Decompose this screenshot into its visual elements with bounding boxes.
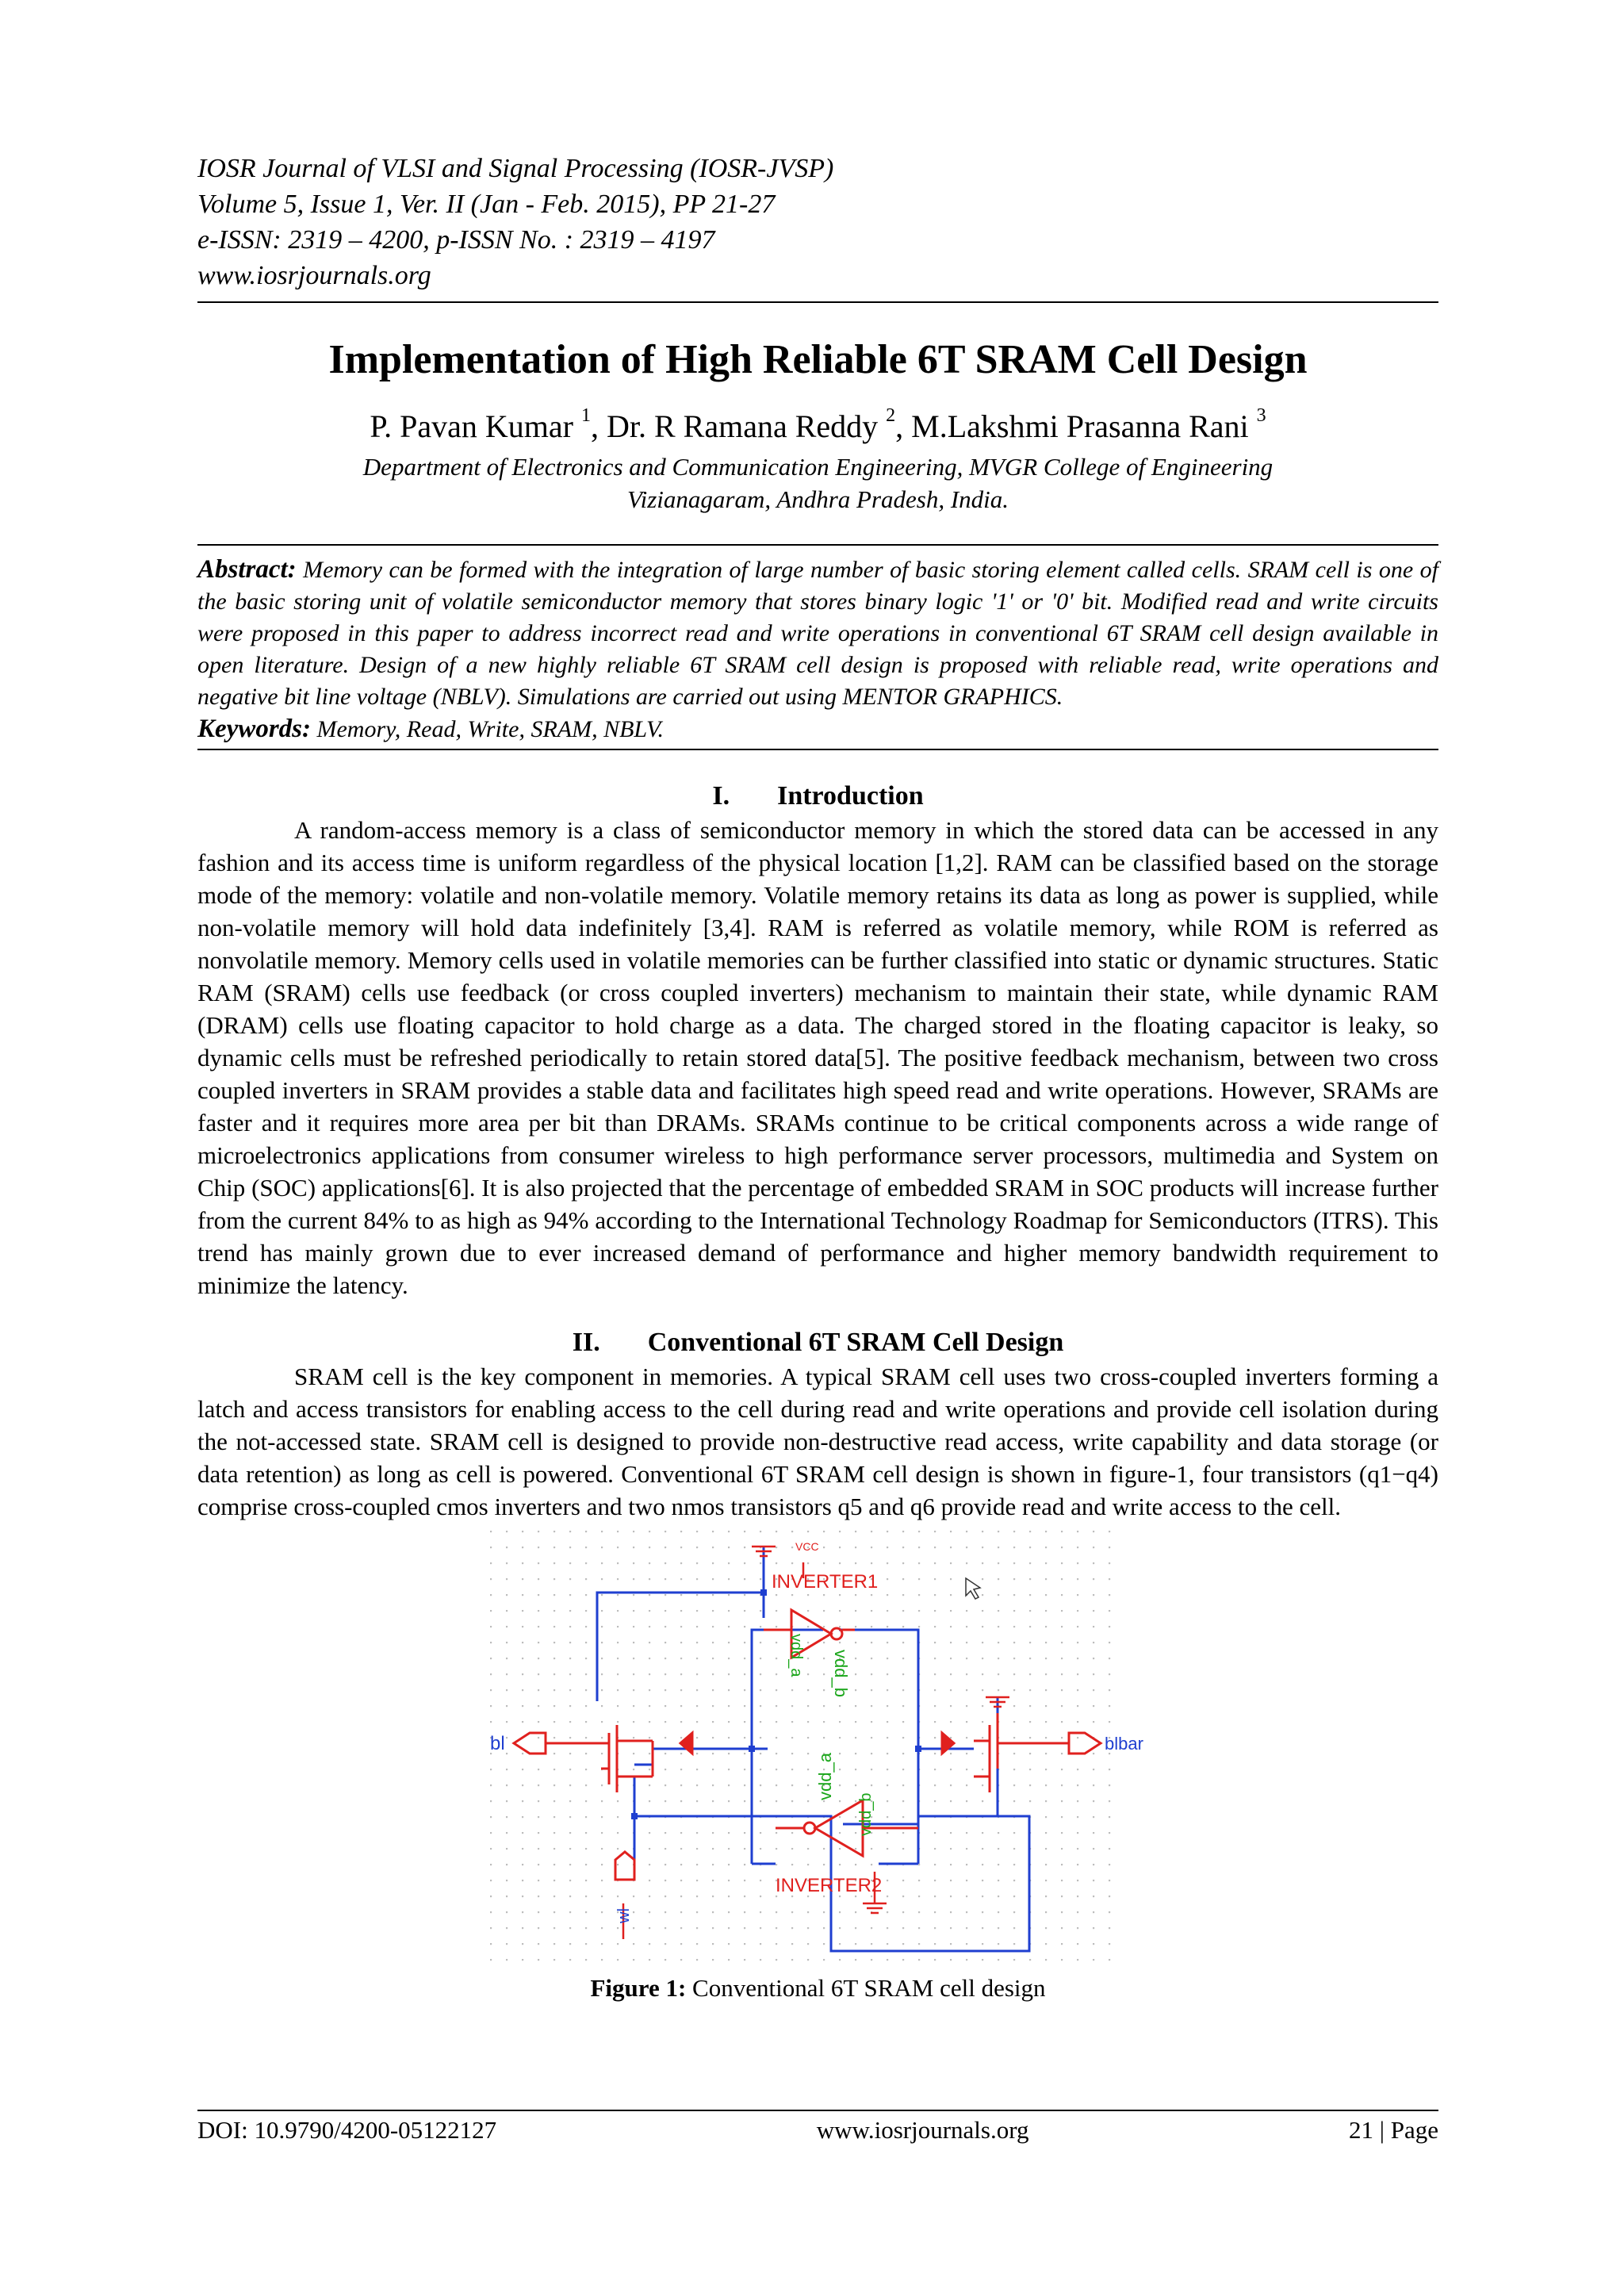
sram-schematic-svg [489, 1531, 1143, 1971]
author-3-sup: 3 [1256, 405, 1266, 426]
journal-volume: Volume 5, Issue 1, Ver. II (Jan - Feb. 2015), PP 21-27 [197, 190, 776, 219]
keywords-label: Keywords: [197, 715, 311, 743]
section-number: I. [712, 781, 730, 811]
page-footer [197, 2110, 1438, 2148]
author-1-sup: 1 [580, 405, 591, 426]
footer-site: www.iosrjournals.org [816, 2116, 1029, 2144]
author-1: P. Pavan Kumar [370, 408, 581, 444]
author-list [197, 406, 1438, 447]
figure-caption-text: Conventional 6T SRAM cell design [686, 1974, 1046, 2002]
label-vdd-b-1: vdd_b [830, 1650, 851, 1697]
journal-name: IOSR Journal of VLSI and Signal Processing (IOSR-JVSP) [197, 154, 834, 183]
header-rule [197, 301, 1438, 303]
label-vdd-b-2: vdd_b [856, 1792, 875, 1836]
section-number: II. [572, 1328, 600, 1357]
section-heading-conventional [197, 1325, 1438, 1360]
section-heading-introduction [197, 779, 1438, 814]
journal-url: www.iosrjournals.org [197, 261, 431, 290]
author-3: , M.Lakshmi Prasanna Rani [895, 408, 1257, 444]
label-wl: wl [615, 1908, 633, 1923]
label-vdd-a-1: vdd_a [787, 1634, 805, 1677]
journal-issn: e-ISSN: 2319 – 4200, p-ISSN No. : 2319 – 4197 [197, 225, 715, 255]
abstract [197, 554, 1438, 713]
author-2-sup: 2 [886, 405, 896, 426]
label-vcc: VCC [795, 1540, 819, 1553]
keywords-rule [197, 749, 1438, 750]
label-vdd-a-2: vdd_a [814, 1753, 835, 1800]
footer-doi: DOI: 10.9790/4200-05122127 [197, 2116, 497, 2144]
section-title: Conventional 6T SRAM Cell Design [647, 1328, 1064, 1357]
affiliation [197, 450, 1438, 516]
label-blbar: blbar [1104, 1734, 1143, 1754]
label-bl: bl [489, 1733, 505, 1754]
journal-header [197, 151, 1438, 293]
figure-1-schematic [489, 1531, 1143, 1971]
figure-caption-label: Figure 1: [590, 1974, 687, 2002]
abstract-text: Memory can be formed with the integration of large number of basic storing element called cells. SRAM cell is one of the basic storing unit of volatile semiconductor memory that stores binary logic '1' or '0' bit. Modified read and write circuits were proposed in this paper to address incorrect read and write operations in conventional 6T SRAM cell design available in open literature. Design of a new highly reliable 6T SRAM cell design is proposed with reliable read, write operations and negative bit line voltage (NBLV). Simulations are carried out using MENTOR GRAPHICS. [197, 557, 1438, 710]
paper-page [197, 151, 1438, 2004]
paper-title: Implementation of High Reliable 6T SRAM Cell Design [328, 337, 1308, 382]
keywords-text: Memory, Read, Write, SRAM, NBLV. [311, 716, 664, 742]
figure-caption [197, 1972, 1438, 2004]
label-inverter-1: INVERTER1 [771, 1571, 878, 1593]
author-2: , Dr. R Ramana Reddy [590, 408, 887, 444]
introduction-paragraph: A random-access memory is a class of semiconductor memory in which the stored data can be accessed in any fashion and its access time is uniform regardless of the physical location [1,2]. RAM can be classified based on the storage mode of the memory: volatile and non-volatile memory. Volatile memory retains its data as long as power is supplied, while non-volatile memory will hold data indefinitely [3,4]. RAM is referred as volatile memory, while ROM is referred as nonvolatile memory. Memory cells used in volatile memories can be further classified into static or dynamic structures. Static RAM (SRAM) cells use feedback (or cross coupled inverters) mechanism to maintain their state, while dynamic RAM (DRAM) cells use floating capacitor to hold charge as a data. The charged stored in the floating capacitor is leaky, so dynamic cells must be refreshed periodically to retain stored data[5]. The positive feedback mechanism, between two cross coupled inverters in SRAM provides a stable data and facilitates high speed read and write operations. However, SRAMs are faster and it requires more area per bit than DRAMs. SRAMs continue to be critical components across a wide range of microelectronics applications from consumer wireless to high performance server processors, multimedia and System on Chip (SOC) applications[6]. It is also projected that the percentage of embedded SRAM in SOC products will increase further from the current 84% to as high as 94% according to the International Technology Roadmap for Semiconductors (ITRS). This trend has mainly grown due to ever increased demand of performance and higher memory bandwidth requirement to minimize the latency. [197, 816, 1438, 1299]
abstract-label: Abstract: [197, 555, 297, 584]
conventional-paragraph: SRAM cell is the key component in memories. A typical SRAM cell uses two cross-coupled inverters forming a latch and access transistors for enabling access to the cell during read and write operations and provide cell isolation during the not-accessed state. SRAM cell is designed to provide non-destructive read access, write capability and data storage (or data retention) as long as cell is powered. Conventional 6T SRAM cell design is shown in figure-1, four transistors (q1−q4) comprise cross-coupled cmos inverters and two nmos transistors q5 and q6 provide read and write access to the cell. [197, 1363, 1438, 1520]
keywords [197, 713, 1438, 746]
label-inverter-2: INVERTER2 [775, 1875, 882, 1896]
affiliation-line-1: Department of Electronics and Communication Engineering, MVGR College of Engineering [362, 453, 1274, 481]
affiliation-line-2: Vizianagaram, Andhra Pradesh, India. [626, 485, 1009, 513]
footer-page-number: 21 | Page [1349, 2116, 1438, 2144]
abstract-rule [197, 544, 1438, 546]
section-title: Introduction [777, 781, 924, 811]
